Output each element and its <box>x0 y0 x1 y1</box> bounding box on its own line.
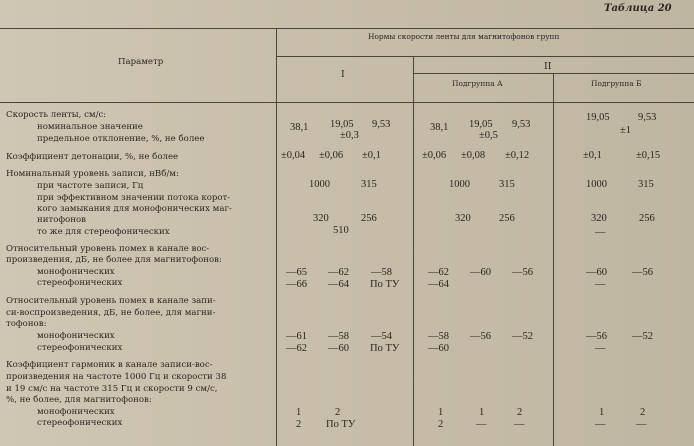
parameter-line: кого замыкания для монофонических маг- <box>37 204 232 214</box>
value-cell: По ТУ <box>370 343 400 354</box>
value-cell: —56 <box>512 267 533 278</box>
parameter-line: стереофонических <box>37 418 123 428</box>
value-cell: —56 <box>632 267 653 278</box>
value-cell: —64 <box>328 279 349 290</box>
value-cell: 1 <box>599 407 605 418</box>
value-cell: 1000 <box>586 179 607 190</box>
value-cell: 2 <box>335 407 341 418</box>
value-cell: —56 <box>470 331 491 342</box>
parameter-line: стереофонических <box>37 343 123 353</box>
value-cell: 19,05 <box>586 112 610 123</box>
value-cell: ±0,15 <box>636 150 661 161</box>
value-cell: 315 <box>361 179 377 190</box>
value-cell: 315 <box>638 179 654 190</box>
parameter-line: Коэффициент детонации, %, не более <box>6 152 179 162</box>
value-cell: 19,05 <box>330 119 354 130</box>
value-cell: ±0,1 <box>362 150 381 161</box>
parameter-line: нитофонов <box>37 215 87 225</box>
value-cell: 2 <box>517 407 523 418</box>
value-cell: — <box>595 419 606 430</box>
value-cell: 9,53 <box>638 112 657 123</box>
value-cell: —62 <box>428 267 449 278</box>
parameter-line: то же для стереофонических <box>37 227 170 237</box>
value-cell: 2 <box>640 407 646 418</box>
value-cell: 1 <box>438 407 444 418</box>
parameter-line: произведения, дБ, не более для магнитофонов: <box>6 255 222 265</box>
value-cell: —65 <box>286 267 307 278</box>
value-cell: — <box>636 419 647 430</box>
header-group-2: II <box>544 61 552 72</box>
parameter-line: монофонических <box>37 267 115 277</box>
value-cell: ±0,3 <box>340 130 359 141</box>
header-group-1: I <box>341 69 345 80</box>
value-cell: —66 <box>286 279 307 290</box>
value-cell: 9,53 <box>512 119 531 130</box>
value-cell: ±0,5 <box>479 130 498 141</box>
value-cell: —62 <box>328 267 349 278</box>
value-cell: 315 <box>499 179 515 190</box>
value-cell: —56 <box>586 331 607 342</box>
header-subgroup-a: Подгруппа А <box>452 79 503 88</box>
value-cell: 320 <box>455 213 471 224</box>
parameter-line: монофонических <box>37 331 115 341</box>
value-cell: —54 <box>371 331 392 342</box>
parameter-line: Номинальный уровень записи, нВб/м: <box>6 169 179 179</box>
value-cell: 1000 <box>449 179 470 190</box>
value-cell: 256 <box>499 213 515 224</box>
header-norms: Нормы скорости ленты для магнитофонов групп <box>368 32 560 41</box>
parameter-line: Коэффициент гармоник в канале записи-вос- <box>6 360 213 370</box>
value-cell: 1 <box>296 407 302 418</box>
value-cell: По ТУ <box>326 419 356 430</box>
value-cell: 1000 <box>309 179 330 190</box>
parameter-line: при частоте записи, Гц <box>37 181 144 191</box>
value-cell: —60 <box>428 343 449 354</box>
parameter-line: монофонических <box>37 407 115 417</box>
value-cell: 320 <box>313 213 329 224</box>
value-cell: ±0,12 <box>505 150 530 161</box>
value-cell: 320 <box>591 213 607 224</box>
parameter-line: предельное отклонение, %, не более <box>37 134 205 144</box>
parameter-line: произведения на частоте 1000 Гц и скорости 38 <box>6 372 227 382</box>
value-cell: 19,05 <box>469 119 493 130</box>
value-cell: ±0,08 <box>461 150 486 161</box>
value-cell: —60 <box>328 343 349 354</box>
table-top-border <box>0 28 694 29</box>
parameter-line: Относительный уровень помех в канале вос- <box>6 244 210 254</box>
value-cell: По ТУ <box>370 279 400 290</box>
value-cell: —52 <box>512 331 533 342</box>
parameter-line: стереофонических <box>37 278 123 288</box>
header-bottom-border <box>0 102 694 103</box>
header-divider-norms <box>276 56 694 57</box>
value-cell: — <box>595 227 606 238</box>
value-cell: —58 <box>371 267 392 278</box>
value-cell: ±1 <box>620 125 632 136</box>
value-cell: 256 <box>639 213 655 224</box>
header-param: Параметр <box>118 57 164 67</box>
value-cell: ±0,1 <box>583 150 602 161</box>
value-cell: 38,1 <box>290 122 309 133</box>
parameter-line: тофонов: <box>6 319 47 329</box>
parameter-line: и 19 см/с на частоте 315 Гц и скорости 9 см/с, <box>6 384 218 394</box>
column-divider-subgroup <box>553 73 554 446</box>
value-cell: 2 <box>296 419 302 430</box>
value-cell: —52 <box>632 331 653 342</box>
value-cell: —64 <box>428 279 449 290</box>
value-cell: — <box>476 419 487 430</box>
value-cell: 1 <box>479 407 485 418</box>
column-divider-param <box>276 28 277 446</box>
parameter-line: Относительный уровень помех в канале запи- <box>6 296 216 306</box>
value-cell: —62 <box>286 343 307 354</box>
parameter-line: при эффективном значении потока корот- <box>37 193 231 203</box>
value-cell: 9,53 <box>372 119 391 130</box>
parameter-line: Скорость ленты, см/с: <box>6 110 107 120</box>
column-divider-group <box>413 56 414 446</box>
table-title: Таблица 20 <box>604 3 672 14</box>
value-cell: 2 <box>438 419 444 430</box>
value-cell: — <box>595 279 606 290</box>
value-cell: — <box>595 343 606 354</box>
parameter-line: %, не более, для магнитофонов: <box>6 395 152 405</box>
value-cell: 38,1 <box>430 122 449 133</box>
value-cell: 510 <box>333 225 349 236</box>
header-subgroup-b: Подгруппа Б <box>591 79 642 88</box>
value-cell: —61 <box>286 331 307 342</box>
value-cell: —60 <box>470 267 491 278</box>
value-cell: ±0,04 <box>281 150 306 161</box>
value-cell: ±0,06 <box>319 150 344 161</box>
value-cell: —58 <box>328 331 349 342</box>
parameter-line: си-воспроизведения, дБ, не более, для магни- <box>6 308 216 318</box>
value-cell: —60 <box>586 267 607 278</box>
value-cell: — <box>514 419 525 430</box>
value-cell: ±0,06 <box>422 150 447 161</box>
value-cell: 256 <box>361 213 377 224</box>
parameter-line: номинальное значение <box>37 122 143 132</box>
value-cell: —58 <box>428 331 449 342</box>
